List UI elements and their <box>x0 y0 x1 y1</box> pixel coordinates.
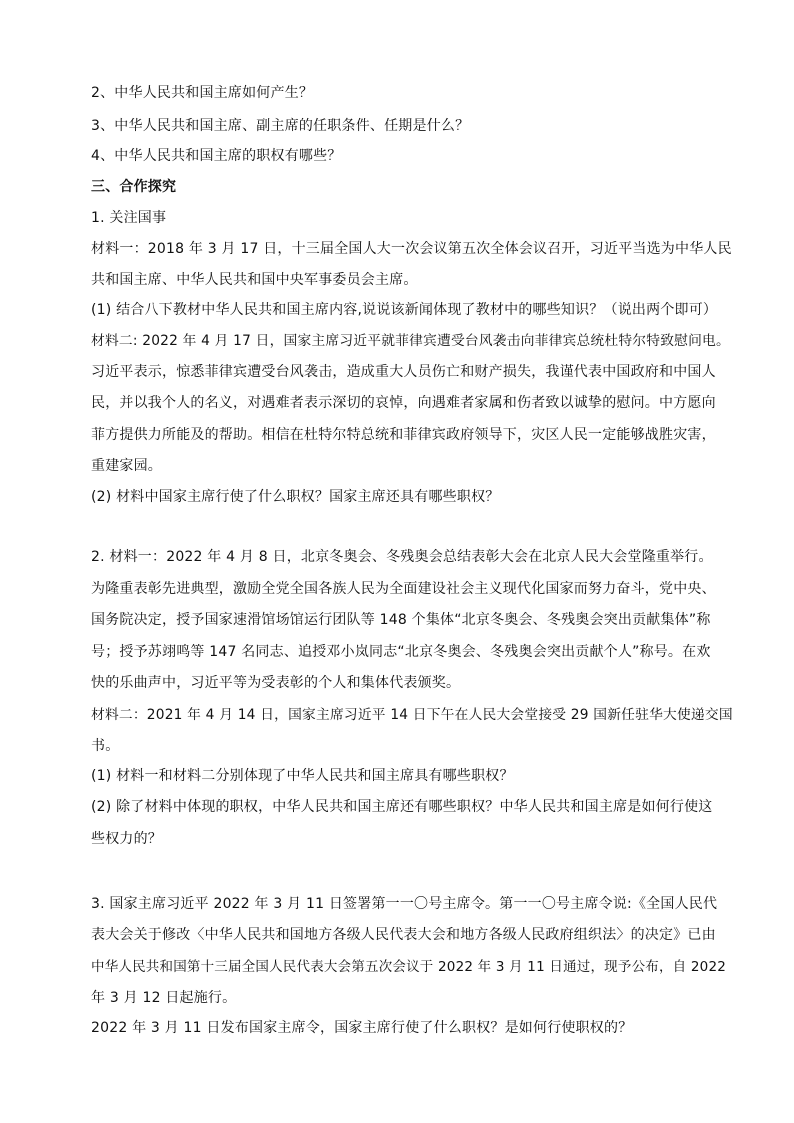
part2-line: 些权力的？ <box>91 831 162 847</box>
part2-line: 为隆重表彰先进典型，激励全党全国各族人民为全面建设社会主义现代化国家而努力奋斗，党中央、 <box>91 581 716 597</box>
part1-line: 共和国主席、中华人民共和国中央军事委员会主席。 <box>91 272 418 288</box>
part2-line: 快的乐曲声中，习近平等为受表彰的个人和集体代表颁奖。 <box>91 675 461 691</box>
section-heading: 三、合作探究 <box>91 179 177 195</box>
question-2: 2、中华人民共和国主席如何产生？ <box>91 85 314 101</box>
part3-line: 中华人民共和国第十三届全国人民代表大会第五次会议于 2022 年 3 月 11 日通过，现予公布，自 2022 <box>91 959 727 975</box>
part2-line: 号；授予苏翊鸣等 147 名同志、追授邓小岚同志“北京冬奥会、冬残奥会突出贡献个人”称号。在欢 <box>91 644 711 660</box>
part3-line: 年 3 月 12 日起施行。 <box>91 990 237 1006</box>
part1-line: 材料二: 2022 年 4 月 17 日，国家主席习近平就菲律宾遭受台风袭击向菲律宾总统杜特尔特致慰问电。 <box>91 333 730 349</box>
part2-line: 书。 <box>91 738 120 754</box>
part1-line: 习近平表示，惊悉菲律宾遭受台风袭击，造成重大人员伤亡和财产损失，我谨代表中国政府和中国人 <box>91 364 716 380</box>
part2-line: 2. 材料一：2022 年 4 月 8 日，北京冬奥会、冬残奥会总结表彰大会在北京人民大会堂隆重举行。 <box>91 549 713 565</box>
part3-line: 表大会关于修改〈中华人民共和国地方各级人民代表大会和地方各级人民政府组织法〉的决定》已由 <box>91 927 716 943</box>
part2-question-1: (1) 材料一和材料二分别体现了中华人民共和国主席具有哪些职权？ <box>91 768 514 784</box>
part1-line: 材料一：2018 年 3 月 17 日，十三届全国人大一次会议第五次全体会议召开，习近平当选为中华人民 <box>91 241 732 257</box>
part2-question-2: (2) 除了材料中体现的职权，中华人民共和国主席还有哪些职权？中华人民共和国主席是如何行使这 <box>91 799 713 815</box>
question-3: 3、中华人民共和国主席、副主席的任职条件、任期是什么？ <box>91 118 470 134</box>
part1-title: 1. 关注国事 <box>91 210 167 226</box>
part1-line: 菲方提供力所能及的帮助。相信在杜特尔特总统和菲律宾政府领导下，灾区人民一定能够战胜灾害， <box>91 427 716 443</box>
part1-question-1: (1) 结合八下教材中华人民共和国主席内容,说说该新闻体现了教材中的哪些知识？（说出两个即可） <box>91 302 718 318</box>
part3-line: 3. 国家主席习近平 2022 年 3 月 11 日签署第一一〇号主席令。第一一〇号主席令说:《全国人民代 <box>91 896 718 912</box>
part3-question: 2022 年 3 月 11 日发布国家主席令，国家主席行使了什么职权？是如何行使职权的？ <box>91 1020 633 1036</box>
part1-line: 民，并以我个人的名义，对遇难者表示深切的哀悼，向遇难者家属和伤者致以诚挚的慰问。中方愿向 <box>91 395 716 411</box>
question-4: 4、中华人民共和国主席的职权有哪些？ <box>91 148 342 164</box>
part1-line: 重建家园。 <box>91 458 162 474</box>
part1-question-2: (2) 材料中国家主席行使了什么职权？国家主席还具有哪些职权？ <box>91 489 500 505</box>
part2-line: 国务院决定，授予国家速滑馆场馆运行团队等 148 个集体“北京冬奥会、冬残奥会突出贡献集体”称 <box>91 612 711 628</box>
part2-line: 材料二：2021 年 4 月 14 日，国家主席习近平 14 日下午在人民大会堂接受 29 国新任驻华大使递交国 <box>91 707 733 723</box>
